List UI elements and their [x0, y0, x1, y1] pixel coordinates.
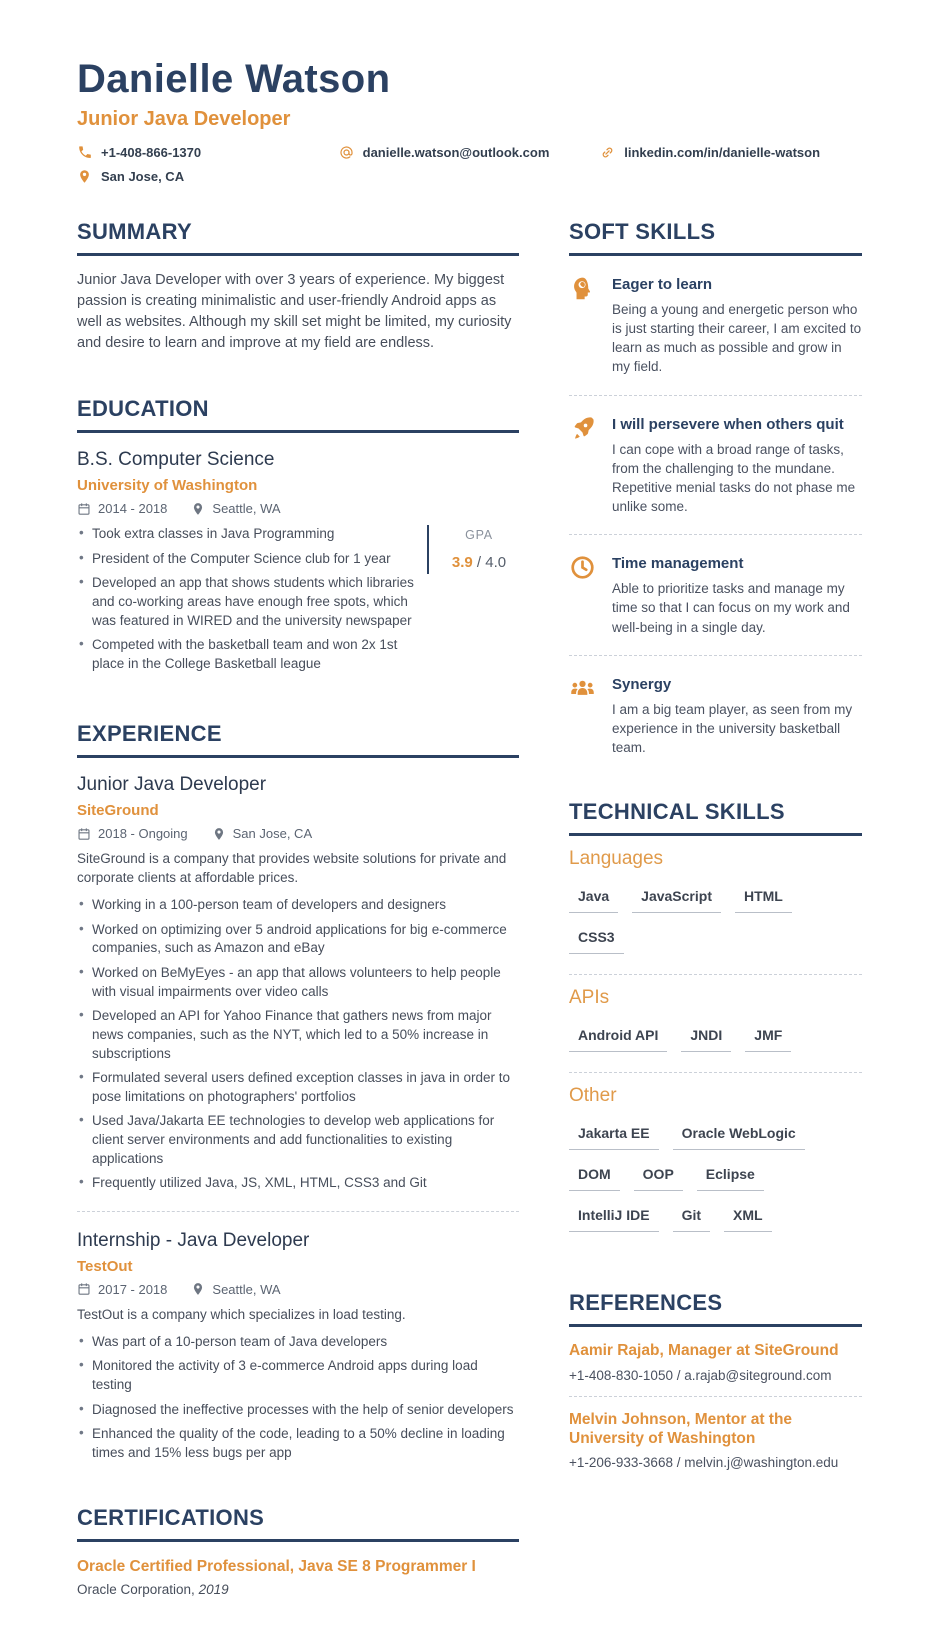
person-name: Danielle Watson: [77, 57, 391, 101]
soft-skill-body: [612, 674, 862, 757]
job-item: [77, 774, 519, 1193]
pin-icon: [77, 169, 92, 184]
job-bullets: [77, 896, 519, 1193]
certification-year: 2019: [198, 1581, 229, 1597]
job-company[interactable]: SiteGround: [77, 802, 159, 820]
reference-contact: +1-408-830-1050 / a.rajab@siteground.com: [569, 1367, 832, 1383]
job-bullet: • Frequently utilized Java, JS, XML, HTML, CSS3 and Git: [77, 1174, 519, 1193]
section-technical-skills: [569, 799, 862, 1248]
job-list: [77, 774, 519, 1462]
soft-skill-title: Time management: [612, 555, 744, 573]
section-summary: [77, 219, 519, 354]
soft-skill-item: [569, 274, 862, 377]
head-icon: [569, 274, 597, 377]
education-meta: [77, 501, 519, 516]
contact-text: San Jose, CA: [101, 169, 185, 184]
person-title: Junior Java Developer: [77, 108, 291, 130]
skill-tag: Android API: [569, 1027, 667, 1052]
section-education: [77, 396, 519, 679]
resume-header: [77, 58, 862, 193]
soft-skills-heading: SOFT SKILLS: [569, 219, 862, 256]
skill-tag: JMF: [745, 1027, 791, 1052]
technical-skills-heading: TECHNICAL SKILLS: [569, 799, 862, 836]
job-bullet: • Developed an API for Yahoo Finance that gathers news from major news companies, such as the NYT, which led to a 50% increase in subscriptions: [77, 1007, 519, 1063]
job-item: [77, 1211, 519, 1463]
degree-title: B.S. Computer Science: [77, 449, 275, 471]
contact-item[interactable]: [339, 145, 601, 160]
certifications-heading: CERTIFICATIONS: [77, 1505, 519, 1542]
gpa-value: [447, 554, 511, 571]
skill-tag-list: [569, 1125, 862, 1248]
right-column: [569, 219, 862, 1470]
skill-tag: HTML: [735, 888, 792, 913]
skill-tag: Eclipse: [697, 1166, 764, 1191]
contact-text: linkedin.com/in/danielle-watson: [624, 145, 821, 160]
soft-skill-item: [569, 655, 862, 757]
education-bullet: • Developed an app that shows students which libraries and co-working areas have enough free spots, which was featured in WIRED and the university newspaper: [77, 574, 415, 630]
reference-item: [569, 1341, 862, 1382]
education-bullets: [77, 525, 415, 679]
education-item: [77, 449, 519, 679]
education-bullet: • Competed with the basketball team and won 2x 1st place in the College Basketball league: [77, 636, 415, 673]
certification-issuer: [77, 1582, 519, 1597]
people-icon: [569, 674, 597, 757]
job-location-group: [212, 826, 313, 841]
certification-list: [77, 1558, 519, 1597]
job-title: Junior Java Developer: [77, 774, 267, 796]
section-references: [569, 1290, 862, 1470]
certification-item: [77, 1558, 519, 1597]
contact-list: [77, 145, 862, 193]
gpa-block: [427, 525, 519, 574]
reference-list: [569, 1341, 862, 1470]
job-bullet: • Worked on BeMyEyes - an app that allows volunteers to help people with visual impairments over video calls: [77, 964, 519, 1001]
job-dates-group: [77, 1282, 167, 1297]
section-certifications: [77, 1505, 519, 1597]
skill-group-list: [569, 848, 862, 1248]
certification-name: Oracle Certified Professional, Java SE 8 Programmer I: [77, 1557, 476, 1575]
job-description: TestOut is a company which specializes in load testing.: [77, 1306, 406, 1322]
job-dates-group: [77, 826, 188, 841]
job-dates: 2018 - Ongoing: [98, 826, 188, 842]
education-bullet: • President of the Computer Science club for 1 year: [77, 550, 415, 569]
job-bullet: • Working in a 100-person team of developers and designers: [77, 896, 519, 915]
skill-tag-list: [569, 1027, 862, 1068]
soft-skill-body: [612, 414, 862, 517]
experience-heading: EXPERIENCE: [77, 721, 519, 758]
contact-item[interactable]: [77, 145, 339, 160]
soft-skill-title: Eager to learn: [612, 276, 713, 293]
reference-name: Melvin Johnson, Mentor at the University of Washington: [569, 1410, 793, 1447]
skill-tag: JNDI: [681, 1027, 731, 1052]
job-bullet: • Monitored the activity of 3 e-commerce Android apps during load testing: [77, 1357, 519, 1394]
calendar-icon: [77, 827, 91, 841]
soft-skill-text: I can cope with a broad range of tasks, from the challenging to the mundane. Repetitive menial tasks do not phase me unlike some.: [612, 441, 856, 515]
contact-text: danielle.watson@outlook.com: [362, 145, 550, 160]
pin-icon: [191, 502, 205, 516]
soft-skill-text: I am a big team player, as seen from my experience in the university basketball team.: [612, 701, 853, 756]
soft-skill-text: Being a young and energetic person who is just starting their career, I am excited to learn as much as possible and grow in my field.: [612, 302, 862, 375]
resume-columns: [77, 219, 862, 1597]
job-dates: 2017 - 2018: [98, 1281, 168, 1297]
job-bullet: • Enhanced the quality of the code, leading to a 50% decline in loading times and 15% less bugs per app: [77, 1425, 519, 1462]
soft-skill-item: [569, 534, 862, 636]
skill-tag: IntelliJ IDE: [569, 1207, 659, 1232]
reference-item: [569, 1396, 862, 1471]
skill-tag: Git: [673, 1207, 710, 1232]
education-location-group: [191, 501, 280, 516]
skill-tag: JavaScript: [632, 888, 721, 913]
education-dates: 2014 - 2018: [98, 501, 168, 517]
education-body: [77, 525, 519, 679]
at-icon: [339, 145, 354, 160]
skill-group: [569, 848, 862, 970]
skill-group-label: APIs: [569, 987, 610, 1009]
link-icon: [600, 145, 615, 160]
job-location-group: [191, 1282, 280, 1297]
soft-skill-title: Synergy: [612, 675, 672, 693]
education-bullet: • Took extra classes in Java Programming: [77, 525, 415, 544]
skill-group: [569, 974, 862, 1068]
skill-tag: Java: [569, 888, 618, 913]
soft-skill-title: I will persevere when others quit: [612, 415, 844, 433]
gpa-score: 3.9: [451, 554, 473, 572]
skill-tag: XML: [724, 1207, 772, 1232]
soft-skill-text: Able to prioritize tasks and manage my time so that I can focus on my work and well-being in a single day.: [612, 581, 850, 635]
skill-tag-list: [569, 888, 862, 970]
skill-tag: OOP: [634, 1166, 683, 1191]
education-dates-group: [77, 501, 167, 516]
skill-group-label: Other: [569, 1085, 617, 1107]
section-soft-skills: [569, 219, 862, 757]
soft-skill-list: [569, 274, 862, 757]
section-experience: [77, 721, 519, 1462]
calendar-icon: [77, 502, 91, 516]
skill-tag: Jakarta EE: [569, 1125, 659, 1150]
reference-contact: +1-206-933-3668 / melvin.j@washington.edu: [569, 1455, 839, 1471]
skill-tag: DOM: [569, 1166, 620, 1191]
skill-group-label: Languages: [569, 848, 664, 870]
soft-skill-body: [612, 553, 862, 636]
soft-skill-item: [569, 395, 862, 517]
school-name[interactable]: University of Washington: [77, 477, 258, 495]
job-bullet: • Was part of a 10-person team of Java developers: [77, 1333, 519, 1352]
skill-group: [569, 1072, 862, 1248]
job-location: Seattle, WA: [212, 1281, 281, 1297]
job-company[interactable]: TestOut: [77, 1257, 133, 1275]
pin-icon: [191, 1282, 205, 1296]
job-bullet: • Formulated several users defined exception classes in java in order to pose limitations on photographers' portfolios: [77, 1069, 519, 1106]
summary-heading: SUMMARY: [77, 219, 519, 256]
clock-icon: [569, 553, 597, 636]
job-bullet: • Worked on optimizing over 5 android applications for big e-commerce companies, such as Amazon and eBay: [77, 921, 519, 958]
left-column: [77, 219, 519, 1597]
contact-text: +1-408-866-1370: [101, 145, 202, 160]
references-heading: REFERENCES: [569, 1290, 862, 1327]
gpa-label: GPA: [465, 528, 493, 543]
job-description: SiteGround is a company that provides website solutions for private and corporate clients at affordable prices.: [77, 851, 507, 886]
skill-tag: CSS3: [569, 929, 624, 954]
soft-skill-body: [612, 274, 862, 377]
contact-item[interactable]: [77, 169, 339, 184]
certification-org: Oracle Corporation,: [77, 1581, 195, 1597]
job-meta: [77, 826, 519, 841]
job-location: San Jose, CA: [232, 826, 313, 842]
job-bullets: [77, 1333, 519, 1463]
pin-icon: [212, 827, 226, 841]
skill-tag: Oracle WebLogic: [673, 1125, 805, 1150]
summary-text: Junior Java Developer with over 3 years of experience. My biggest passion is creating minimalistic and user-friendly Android apps as well as websites. Although my skill set might be limited, my curiosity and desire to learn and improve at my field are endless.: [77, 272, 512, 352]
contact-item[interactable]: [600, 145, 862, 160]
phone-icon: [77, 145, 92, 160]
rocket-icon: [569, 414, 597, 517]
education-location: Seattle, WA: [212, 501, 281, 517]
gpa-scale: / 4.0: [476, 554, 507, 572]
job-title: Internship - Java Developer: [77, 1229, 310, 1251]
calendar-icon: [77, 1282, 91, 1296]
education-heading: EDUCATION: [77, 396, 519, 433]
job-meta: [77, 1282, 519, 1297]
job-bullet: • Diagnosed the ineffective processes with the help of senior developers: [77, 1401, 519, 1420]
job-bullet: • Used Java/Jakarta EE technologies to develop web applications for client server environments and add functionalities to existing applications: [77, 1112, 519, 1168]
reference-name: Aamir Rajab, Manager at SiteGround: [569, 1342, 839, 1360]
